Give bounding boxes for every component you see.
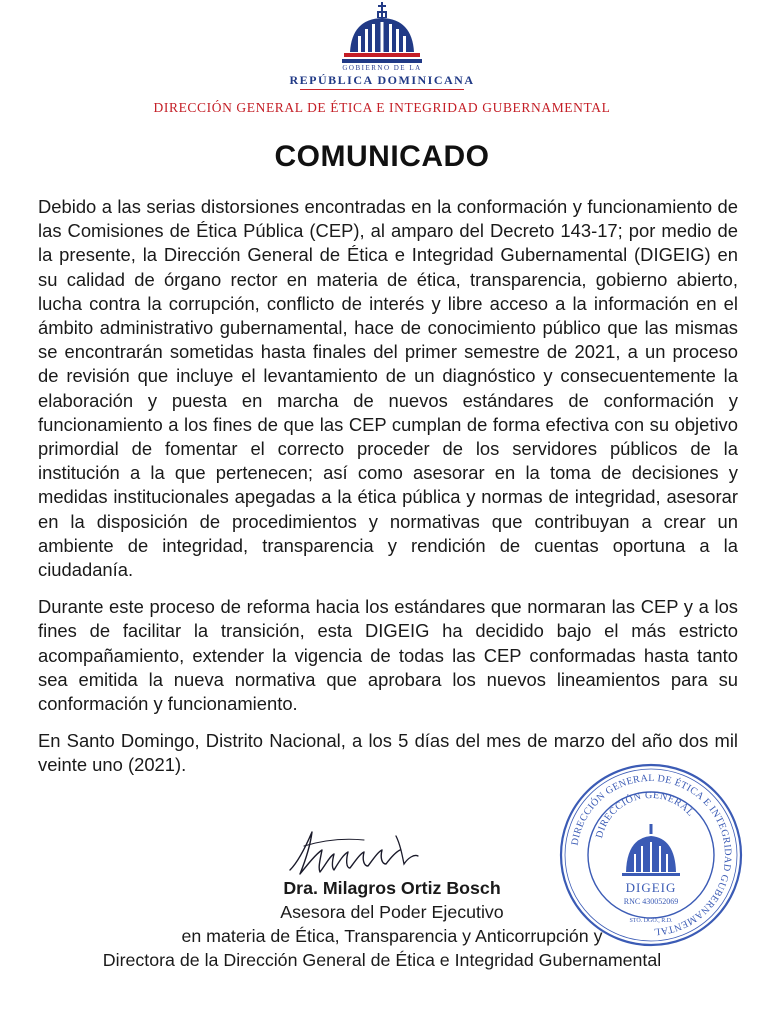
- paragraph-2: Durante este proceso de reforma hacia los estándares que normaran las CEP y a los fines de facilitar la transición, esta DIGEIG ha decidido bajo el más estricto acompañamiento, extender la vigencia de todas las CEP conformadas hasta tanto sea emitida la nueva normativa que aprobara los nuevos lineamientos para su conformación y funcionamiento.: [38, 596, 738, 715]
- handwritten-signature: [284, 824, 474, 884]
- stamp-rnc: RNC 430052069: [623, 897, 679, 906]
- document-body: [38, 195, 738, 791]
- capitol-dome-icon: [338, 2, 426, 66]
- signatory-name: Dra. Milagros Ortiz Bosch: [283, 878, 501, 898]
- government-subtitle: GOBIERNO DE LA: [342, 64, 422, 72]
- paragraph-3: En Santo Domingo, Distrito Nacional, a los 5 días del mes de marzo del año dos mil veinte uno (2021).: [38, 730, 738, 776]
- letterhead: [0, 0, 764, 130]
- agency-name: DIRECCIÓN GENERAL DE ÉTICA E INTEGRIDAD GUBERNAMENTAL: [153, 100, 611, 115]
- government-title: REPÚBLICA DOMINICANA: [289, 73, 475, 87]
- signatory-title-3: Directora de la Dirección General de Ética e Integridad Gubernamental: [102, 950, 662, 970]
- paragraph-1: Debido a las serias distorsiones encontradas en la conformación y funcionamiento de las Comisiones de Ética Pública (CEP), al amparo del Decreto 143-17; por medio de la presente, la Dirección General de Ética e Integridad Gubernamental (DIGEIG) en su calidad de órgano rector en materia de ética, transparencia, gobierno abierto, lucha contra la corrupción, conflicto de interés y libre acceso a la información en el ámbito administrativo gubernamental, hace de conocimiento público que las mismas se encontrarán sometidas hasta finales del primer semestre de 2021, a un proceso de revisión que incluye el levantamiento de un diagnóstico y consecuentemente la elaboración y puesta en marcha de nuevos estándares de conformación y funcionamiento a los fines de que las CEP cumplan de forma efectiva con su objetivo primordial de fomentar el correcto proceder de los servidores públicos de la institución a la que pertenecen; así como asesorar en la toma de decisiones y medidas institucionales apegadas a la ética pública y normas de integridad, asesorar en la disposición de procedimientos y normativas que contribuyan a crear un ambiente de integridad, transparencia y rendición de cuentas oportuna a la ciudadanía.: [38, 196, 738, 581]
- signatory-title-1: Asesora del Poder Ejecutivo: [280, 902, 504, 922]
- document-title: COMUNICADO: [274, 140, 490, 173]
- stamp-city: STO. DGO., R.D.: [629, 918, 673, 924]
- stamp-acronym: DIGEIG: [625, 880, 677, 895]
- stamp-ring-text: DIRECCIÓN GENERAL DE ÉTICA E INTEGRIDAD GUBERNAMENTAL: [569, 772, 734, 938]
- signature-block: [0, 876, 764, 972]
- stamp-inner-text: DIRECCIÓN GENERAL: [594, 789, 697, 840]
- stamp-dome-icon: [622, 824, 680, 876]
- signatory-title-2: en materia de Ética, Transparencia y Anticorrupción y: [181, 926, 603, 946]
- divider: [300, 89, 464, 90]
